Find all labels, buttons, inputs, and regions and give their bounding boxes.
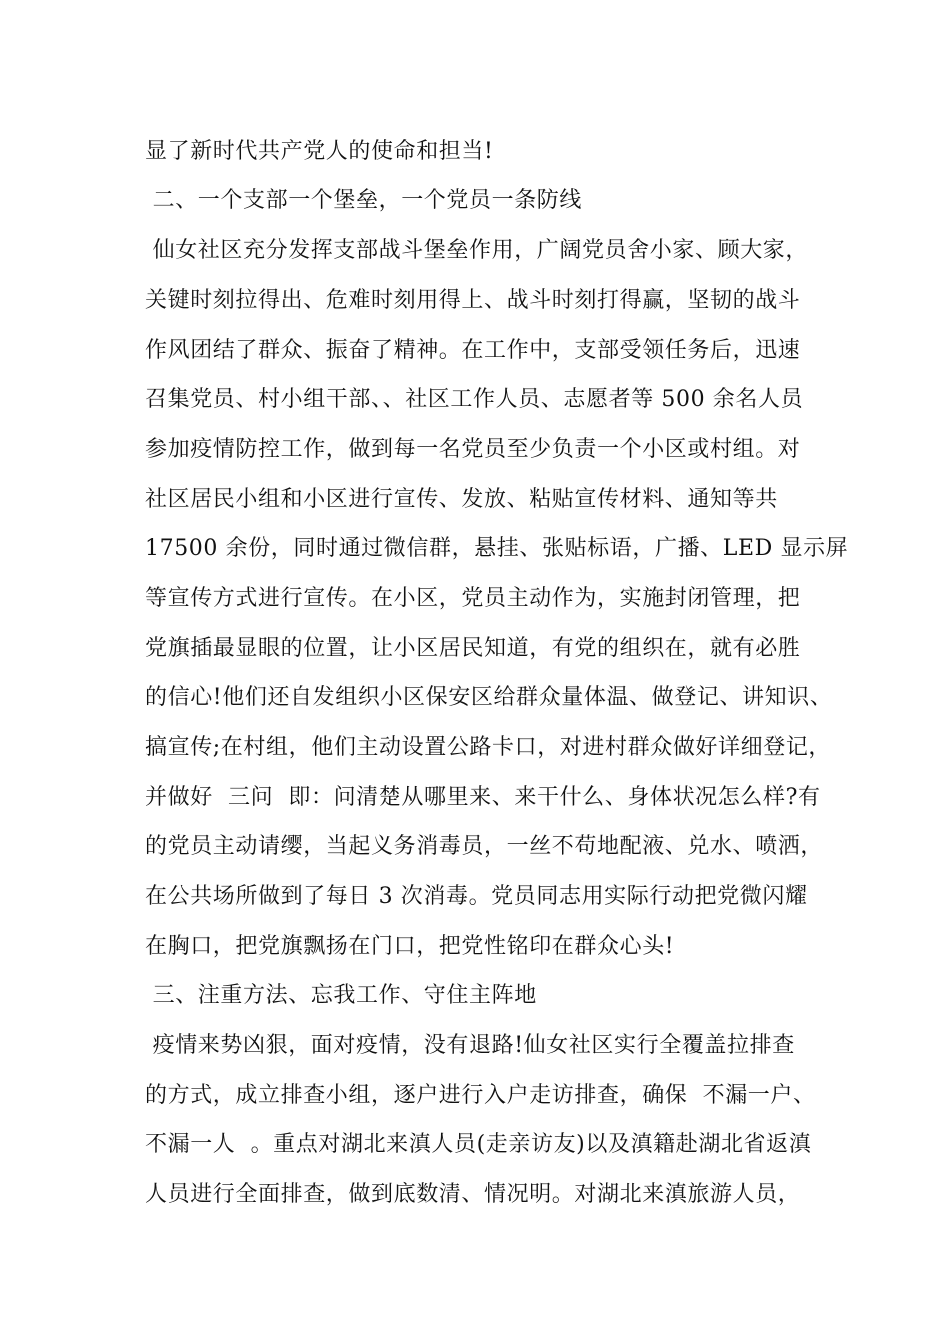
text-line: 显了新时代共产党人的使命和担当! — [145, 139, 494, 164]
text-line: 在胸口，把党旗飘扬在门口，把党性铭印在群众心头! — [145, 934, 675, 959]
section-heading: 二、一个支部一个堡垒，一个党员一条防线 — [145, 188, 582, 213]
text-line: 疫情来势凶狠，面对疫情，没有退路!仙女社区实行全覆盖拉排查 — [145, 1033, 795, 1058]
text-line: 作风团结了群众、振奋了精神。在工作中，支部受领任务后，迅速 — [145, 338, 801, 363]
text-line: 的党员主动请缨，当起义务消毒员，一丝不苟地配液、兑水、喷洒， — [145, 834, 824, 859]
text-line: 等宣传方式进行宣传。在小区，党员主动作为，实施封闭管理，把 — [145, 586, 801, 611]
text-line: 社区居民小组和小区进行宣传、发放、粘贴宣传材料、通知等共 — [145, 487, 778, 512]
text-line: 党旗插最显眼的位置，让小区居民知道，有党的组织在，就有必胜 — [145, 636, 801, 661]
text-line: 搞宣传;在村组，他们主动设置公路卡口，对进村群众做好详细登记， — [145, 735, 832, 760]
text-line: 关键时刻拉得出、危难时刻用得上、战斗时刻打得赢，坚韧的战斗 — [145, 288, 801, 313]
text-line: 仙女社区充分发挥支部战斗堡垒作用，广阔党员舍小家、顾大家， — [145, 238, 808, 263]
text-line: 的信心!他们还自发组织小区保安区给群众量体温、做登记、讲知识、 — [145, 685, 833, 710]
text-line: 并做好 三问 即：问清楚从哪里来、来干什么、身体状况怎么样?有 — [145, 785, 821, 810]
text-line: 人员进行全面排查，做到底数清、情况明。对湖北来滇旅游人员， — [145, 1182, 801, 1207]
text-line: 的方式，成立排查小组，逐户进行入户走访排查，确保 不漏一户、 — [145, 1083, 816, 1108]
section-heading: 三、注重方法、忘我工作、守住主阵地 — [145, 983, 537, 1008]
text-line: 召集党员、村小组干部、、社区工作人员、志愿者等 500 余名人员 — [145, 387, 804, 412]
text-line: 参加疫情防控工作，做到每一名党员至少负责一个小区或村组。对 — [145, 437, 801, 462]
text-line: 在公共场所做到了每日 3 次消毒。党员同志用实际行动把党微闪耀 — [145, 884, 808, 909]
text-line: 不漏一人 。重点对湖北来滇人员(走亲访友)以及滇籍赴湖北省返滇 — [145, 1132, 812, 1157]
text-line: 17500 余份，同时通过微信群，悬挂、张贴标语，广播、LED 显示屏 — [145, 536, 849, 561]
